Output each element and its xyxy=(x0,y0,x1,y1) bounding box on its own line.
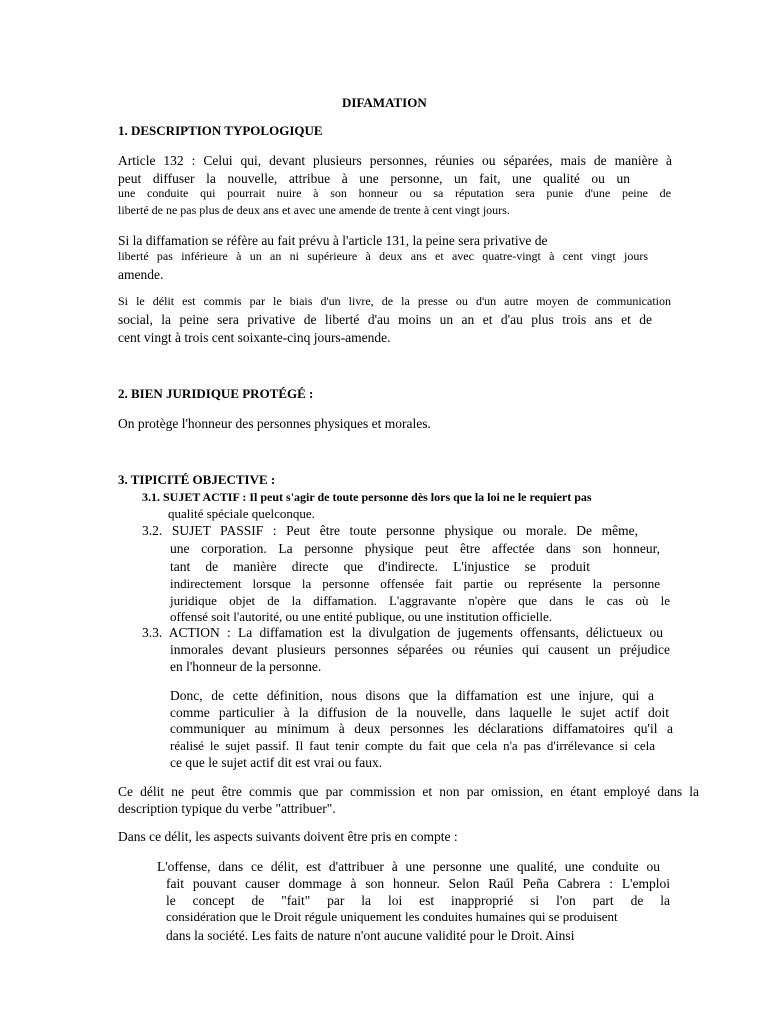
paragraph-line: description typique du verbe "attribuer". xyxy=(118,801,336,816)
paragraph-line: Si la diffamation se réfère au fait prévu à l'article 131, la peine sera privative de xyxy=(118,233,548,248)
paragraph-line: amende. xyxy=(118,267,164,282)
paragraph-line: liberté pas inférieure à un an ni supérieure à deux ans et avec quatre-vingt à cent vingt jours xyxy=(118,249,648,263)
document-title: DIFAMATION xyxy=(342,95,427,110)
section-heading-3: 3. TIPICITÉ OBJECTIVE : xyxy=(118,472,276,487)
subsection-3-2-line: juridique objet de la diffamation. L'aggravante n'opère que dans le cas où le xyxy=(170,593,670,608)
paragraph-line: cent vingt à trois cent soixante-cinq jours-amende. xyxy=(118,330,391,345)
paragraph-line: Donc, de cette définition, nous disons que la diffamation est une injure, qui a xyxy=(170,688,654,703)
paragraph-line: comme particulier à la diffusion de la nouvelle, dans laquelle le sujet actif doit xyxy=(170,705,669,720)
subsection-3-3-line: inmorales devant plusieurs personnes séparées ou réunies qui causent un préjudice xyxy=(170,642,670,657)
paragraph-line: peut diffuser la nouvelle, attribue à une personne, un fait, une qualité ou un xyxy=(118,171,630,186)
bullet-paragraph-line: considération que le Droit régule uniquement les conduites humaines qui se produisent xyxy=(166,909,618,924)
subsection-3-1-line: 3.1. SUJET ACTIF : Il peut s'agir de toute personne dès lors que la loi ne le requiert pas xyxy=(142,490,592,504)
subsection-3-3-line: en l'honneur de la personne. xyxy=(170,659,322,674)
bullet-paragraph-line: fait pouvant causer dommage à son honneur. Selon Raúl Peña Cabrera : L'emploi xyxy=(166,876,670,891)
bullet-paragraph-line: le concept de "fait" par la loi est inapproprié si l'on part de la xyxy=(166,893,670,908)
subsection-3-3-line: 3.3. ACTION : La diffamation est la divulgation de jugements offensants, délictueux ou xyxy=(142,625,663,640)
section-heading-1: 1. DESCRIPTION TYPOLOGIQUE xyxy=(118,123,323,138)
paragraph-line: Article 132 : Celui qui, devant plusieurs personnes, réunies ou séparées, mais de manière à xyxy=(118,153,672,168)
paragraph-line: Ce délit ne peut être commis que par commission et non par omission, en étant employé dans la xyxy=(118,784,699,799)
paragraph-line: ce que le sujet actif dit est vrai ou faux. xyxy=(170,755,383,770)
bullet-paragraph-line: L'offense, dans ce délit, est d'attribuer à une personne une qualité, une conduite ou xyxy=(157,859,660,874)
subsection-3-2-line: tant de manière directe que d'indirecte. L'injustice se produit xyxy=(170,559,590,574)
paragraph-line: une conduite qui pourrait nuire à son honneur ou sa réputation sera punie d'une peine de xyxy=(118,186,671,200)
paragraph-line: On protège l'honneur des personnes physiques et morales. xyxy=(118,416,431,431)
paragraph-line: communiquer au minimum à deux personnes les déclarations diffamatoires qu'il a xyxy=(170,721,673,736)
subsection-3-2-line: une corporation. La personne physique peut être affectée dans son honneur, xyxy=(170,541,660,556)
paragraph-line: Si le délit est commis par le biais d'un livre, de la presse ou d'un autre moyen de communication xyxy=(118,294,671,308)
subsection-3-1-line: qualité spéciale quelconque. xyxy=(168,506,315,521)
paragraph-line: réalisé le sujet passif. Il faut tenir compte du fait que cela n'a pas d'irrélevance si cela xyxy=(170,738,655,753)
paragraph-line: social, la peine sera privative de liberté d'au moins un an et d'au plus trois ans et de xyxy=(118,312,652,327)
bullet-paragraph-line: dans la société. Les faits de nature n'ont aucune validité pour le Droit. Ainsi xyxy=(166,928,575,943)
section-heading-2: 2. BIEN JURIDIQUE PROTÉGÉ : xyxy=(118,386,314,401)
paragraph-line: Dans ce délit, les aspects suivants doivent être pris en compte : xyxy=(118,829,458,844)
paragraph-line: liberté de ne pas plus de deux ans et avec une amende de trente à cent vingt jours. xyxy=(118,203,510,217)
subsection-3-2-line: 3.2. SUJET PASSIF : Peut être toute personne physique ou morale. De même, xyxy=(142,523,638,538)
subsection-3-2-line: indirectement lorsque la personne offensée fait partie ou représente la personne xyxy=(170,576,660,591)
subsection-3-2-line: offensé soit l'autorité, ou une entité publique, ou une institution officielle. xyxy=(170,609,553,624)
